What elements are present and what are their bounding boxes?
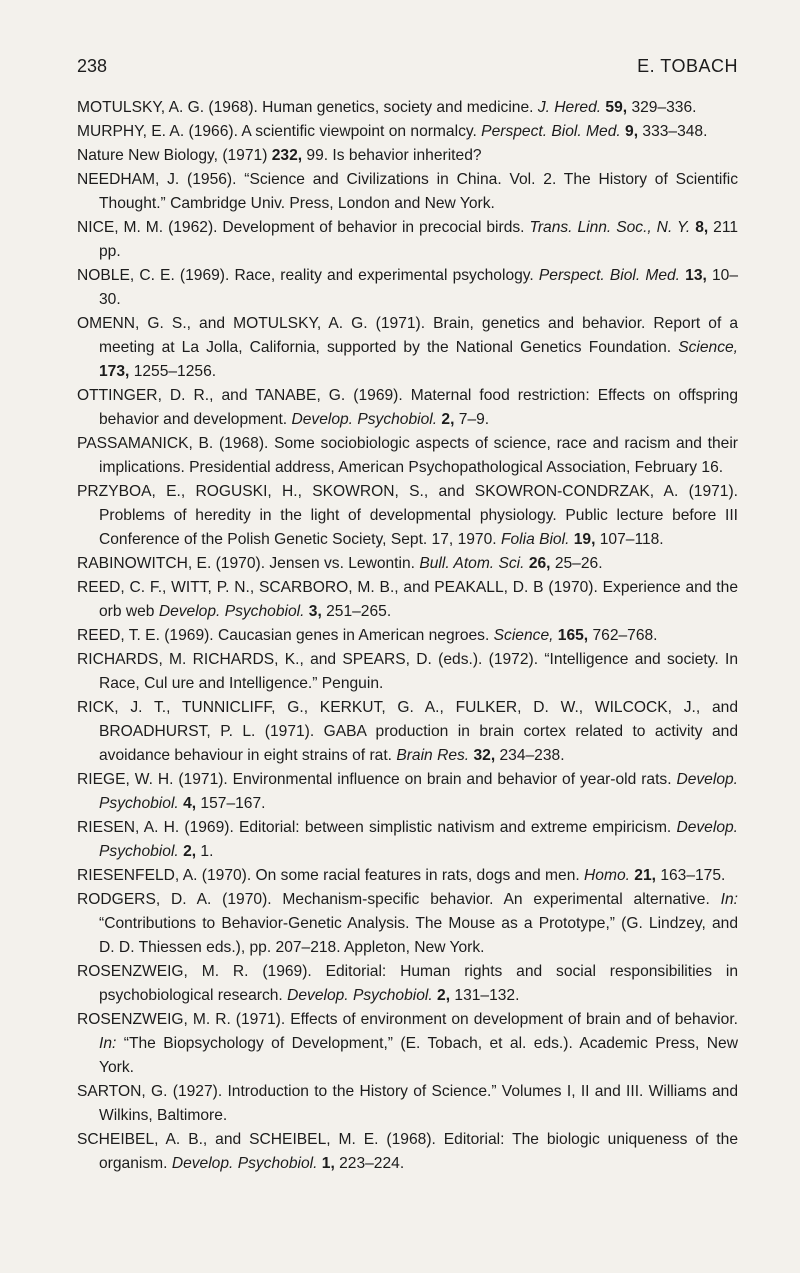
reference-item: RODGERS, D. A. (1970). Mechanism-specific behavior. An experimental alternative. In: “Contributions to Behavior-Genetic Analysis. The Mouse as a Prototype,” (G. Lindzey, and D. D. Thiessen eds.), pp. 207–218. Appleton, New York. bbox=[77, 891, 738, 956]
reference-item: RICHARDS, M. RICHARDS, K., and SPEARS, D. (eds.). (1972). “Intelligence and society. In Race, Cul ure and Intelligence.” Penguin. bbox=[77, 651, 738, 692]
reference-item: Nature New Biology, (1971) 232, 99. Is behavior inherited? bbox=[77, 147, 482, 164]
reference-item: RABINOWITCH, E. (1970). Jensen vs. Lewontin. Bull. Atom. Sci. 26, 25–26. bbox=[77, 555, 603, 572]
running-header bbox=[77, 56, 738, 77]
reference-list bbox=[77, 96, 738, 1176]
reference-item: OMENN, G. S., and MOTULSKY, A. G. (1971). Brain, genetics and behavior. Report of a meeting at La Jolla, California, supported by the National Genetics Foundation. Science, 173, 1255–1256. bbox=[77, 315, 738, 380]
reference-item: RIESENFELD, A. (1970). On some racial features in rats, dogs and men. Homo. 21, 163–175. bbox=[77, 867, 726, 884]
reference-item: PRZYBOA, E., ROGUSKI, H., SKOWRON, S., and SKOWRON-CONDRZAK, A. (1971). Problems of heredity in the light of developmental physiology. Public lecture before III Conference of the Polish Genetic Society, Sept. 17, 1970. Folia Biol. 19, 107–118. bbox=[77, 483, 738, 548]
reference-item: REED, T. E. (1969). Caucasian genes in American negroes. Science, 165, 762–768. bbox=[77, 627, 658, 644]
reference-item: MURPHY, E. A. (1966). A scientific viewpoint on normalcy. Perspect. Biol. Med. 9, 333–348. bbox=[77, 123, 708, 140]
reference-item: REED, C. F., WITT, P. N., SCARBORO, M. B., and PEAKALL, D. B (1970). Experience and the orb web Develop. Psychobiol. 3, 251–265. bbox=[77, 579, 738, 620]
reference-item: SCHEIBEL, A. B., and SCHEIBEL, M. E. (1968). Editorial: The biologic uniqueness of the organism. Develop. Psychobiol. 1, 223–224. bbox=[77, 1131, 738, 1172]
reference-item: RIESEN, A. H. (1969). Editorial: between simplistic nativism and extreme empiricism. Develop. Psychobiol. 2, 1. bbox=[77, 819, 738, 860]
reference-item: RIEGE, W. H. (1971). Environmental influence on brain and behavior of year-old rats. Develop. Psychobiol. 4, 157–167. bbox=[77, 771, 738, 812]
reference-item: NOBLE, C. E. (1969). Race, reality and experimental psychology. Perspect. Biol. Med. 13, 10–30. bbox=[77, 267, 738, 308]
reference-item: RICK, J. T., TUNNICLIFF, G., KERKUT, G. A., FULKER, D. W., WILCOCK, J., and BROADHURST, P. L. (1971). GABA production in brain cortex related to activity and avoidance behaviour in eight strains of rat. Brain Res. 32, 234–238. bbox=[77, 699, 738, 764]
reference-item: SARTON, G. (1927). Introduction to the History of Science.” Volumes I, II and III. Williams and Wilkins, Baltimore. bbox=[77, 1083, 738, 1124]
reference-item: ROSENZWEIG, M. R. (1969). Editorial: Human rights and social responsibilities in psychobiological research. Develop. Psychobiol. 2, 131–132. bbox=[77, 963, 738, 1004]
reference-item: OTTINGER, D. R., and TANABE, G. (1969). Maternal food restriction: Effects on offspring behavior and development. Develop. Psychobiol. 2, 7–9. bbox=[77, 387, 738, 428]
reference-item: PASSAMANICK, B. (1968). Some sociobiologic aspects of science, race and racism and their implications. Presidential address, American Psychopathological Association, February 16. bbox=[77, 435, 738, 476]
page-number: 238 bbox=[77, 56, 108, 76]
reference-item: NEEDHAM, J. (1956). “Science and Civilizations in China. Vol. 2. The History of Scientific Thought.” Cambridge Univ. Press, London and New York. bbox=[77, 171, 738, 212]
reference-item: MOTULSKY, A. G. (1968). Human genetics, society and medicine. J. Hered. 59, 329–336. bbox=[77, 99, 697, 116]
running-author: E. TOBACH bbox=[637, 56, 738, 76]
reference-item: ROSENZWEIG, M. R. (1971). Effects of environment on development of brain and of behavior. In: “The Biopsychology of Development,” (E. Tobach, et al. eds.). Academic Press, New York. bbox=[77, 1011, 738, 1076]
reference-item: NICE, M. M. (1962). Development of behavior in precocial birds. Trans. Linn. Soc., N. Y. 8, 211 pp. bbox=[77, 219, 739, 260]
